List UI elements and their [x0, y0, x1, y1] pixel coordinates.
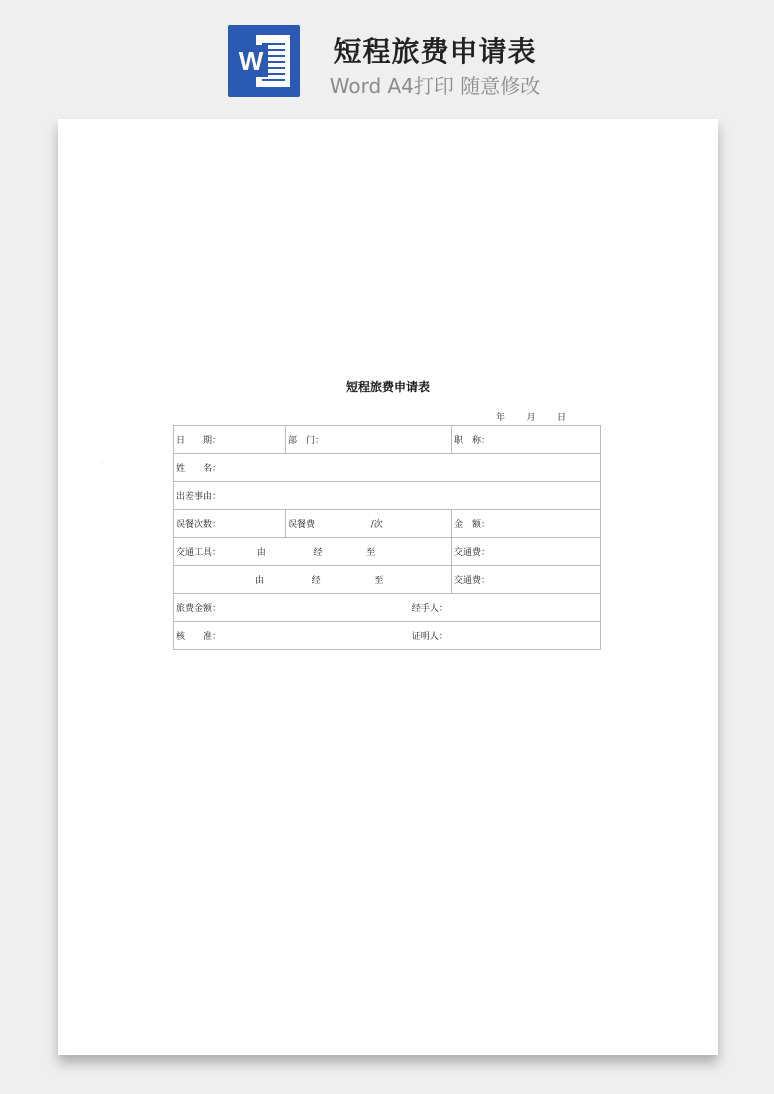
document-page [58, 119, 718, 1055]
from-label: 由 [256, 548, 266, 558]
table-row [174, 538, 601, 566]
missed-meals-count-cell[interactable]: 误餐次数： [174, 510, 286, 538]
table-row [174, 426, 601, 454]
transport-label: 交通工具： [176, 548, 222, 558]
header [0, 0, 774, 110]
table-row [174, 566, 601, 594]
transport-route-cell[interactable] [174, 566, 452, 594]
approval-cell[interactable] [174, 622, 601, 650]
per-time-label: /次 [370, 520, 383, 530]
trip-reason-cell[interactable]: 出差事由： [174, 482, 601, 510]
date-day-label: 日 [556, 413, 566, 423]
name-cell[interactable]: 姓 名： [174, 454, 601, 482]
job-title-cell[interactable]: 职 称： [452, 426, 601, 454]
table-row [174, 622, 601, 650]
date-line [496, 410, 566, 423]
meal-allowance-cell[interactable] [286, 510, 452, 538]
approval-label: 核 准： [176, 632, 222, 642]
application-form-table [173, 425, 601, 650]
table-row [174, 594, 601, 622]
date-year-label: 年 [496, 413, 506, 423]
to-label: 至 [374, 576, 384, 586]
transport-route-cell[interactable] [174, 538, 452, 566]
meal-allowance-label: 误餐费 [288, 520, 316, 530]
witness-label: 证明人： [411, 632, 448, 642]
transport-fee-cell[interactable]: 交通费： [452, 566, 601, 594]
table-row [174, 482, 601, 510]
travel-total-label: 旅费金额： [176, 604, 222, 614]
transport-fee-cell[interactable]: 交通费： [452, 538, 601, 566]
date-cell[interactable]: 日 期： [174, 426, 286, 454]
via-label: 经 [313, 548, 323, 558]
document-title: 短程旅费申请表 [345, 380, 430, 394]
header-subtitle: Word A4打印 随意修改 [329, 74, 541, 98]
from-label: 由 [254, 576, 264, 586]
word-letter: W [234, 45, 268, 77]
table-row [174, 510, 601, 538]
table-row [174, 454, 601, 482]
word-icon [228, 25, 300, 97]
handler-label: 经手人： [411, 604, 448, 614]
via-label: 经 [311, 576, 321, 586]
amount-cell[interactable]: 金 额： [452, 510, 601, 538]
travel-total-cell[interactable] [174, 594, 601, 622]
department-cell[interactable]: 部 门： [286, 426, 452, 454]
header-title: 短程旅费申请表 [333, 35, 537, 68]
to-label: 至 [366, 548, 376, 558]
date-month-label: 月 [526, 413, 536, 423]
